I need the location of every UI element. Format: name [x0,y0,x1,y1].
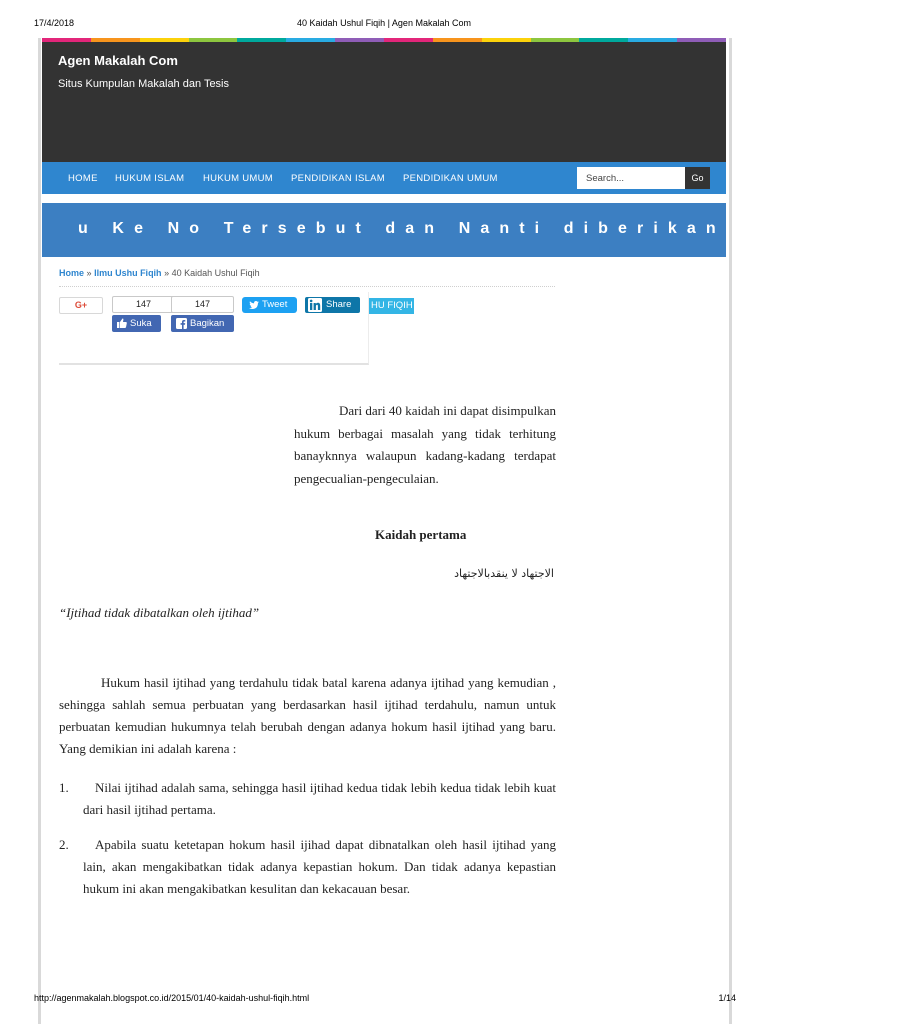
nav-item-hukum-umum[interactable]: HUKUM UMUM [203,173,274,184]
linkedin-share-button[interactable] [305,297,360,313]
breadcrumb-separator: » [164,268,170,278]
like-count: 147 [112,296,175,313]
facebook-share-button[interactable] [171,315,234,332]
thumbs-up-icon [117,318,127,328]
main-navigation [42,162,726,194]
breadcrumb-category[interactable]: Ilmu Ushu Fiqih [94,268,162,278]
print-date: 17/4/2018 [34,18,75,28]
nav-item-hukum-islam[interactable]: HUKUM ISLAM [115,173,185,184]
twitter-bird-icon [249,300,259,310]
site-header [42,42,726,162]
marquee-banner [42,203,915,257]
breadcrumb-home[interactable]: Home [59,268,85,278]
site-title[interactable]: Agen Makalah Com [58,53,178,68]
share-widget [59,292,369,365]
tweet-label: Tweet [262,299,288,310]
list-item-text: Apabila suatu ketetapan hokum hasil ijihad dapat dibnatalkan oleh hasil ijtihad yang lain, akan mengakibatkan tidak adanya kepastian hokum. Dan tidak adanya kepastian hukum ini akan mengakibatkan kesulitan dan kekacauan besar. [83,837,556,896]
marquee-text: u Ke No Tersebut dan Nanti diberikan Kodenya U [78,220,915,237]
list-item [59,834,556,900]
breadcrumb-separator: » [86,268,92,278]
list-item-text: Nilai ijtihad adalah sama, sehingga hasil ijtihad kedua tidak lebih kedua tidak lebih kuat dari hasil ijtihad pertama. [83,780,556,817]
google-plus-button[interactable]: G+ [59,297,103,314]
facebook-like-button[interactable] [112,315,161,332]
linkedin-label: Share [326,299,352,310]
search-input[interactable] [577,167,685,189]
breadcrumb [59,268,260,278]
facebook-icon [176,318,187,329]
tweet-button[interactable] [242,297,297,313]
arabic-text: الاجتهاد لا ينقدبالاجتهاد [454,567,554,580]
list-item [59,777,556,821]
intro-paragraph: Dari dari 40 kaidah ini dapat disimpulkan hukum berbagai masalah yang tidak terhitung banayknnya walaupun kadang-kadang terdapat pengecualian-pengeculaian. [294,403,556,486]
site-description: Situs Kumpulan Makalah dan Tesis [58,78,230,90]
nav-item-pendidikan-umum[interactable]: PENDIDIKAN UMUM [403,173,498,184]
search-go-button[interactable]: Go [685,167,710,189]
section-heading: Kaidah pertama [375,527,467,542]
like-label: Suka [130,318,152,329]
post-label-tag[interactable]: HU FIQIH [369,298,414,314]
print-title: 40 Kaidah Ushul Fiqih | Agen Makalah Com [297,18,471,28]
breadcrumb-current: 40 Kaidah Ushul Fiqih [171,268,260,278]
print-page-number: 1/14 [718,993,736,1003]
breadcrumb-divider [59,286,555,287]
nav-item-home[interactable]: HOME [68,173,98,184]
list-item-number: 2. [59,837,69,852]
nav-item-pendidikan-islam[interactable]: PENDIDIKAN ISLAM [291,173,386,184]
print-header [0,0,768,40]
linkedin-icon [308,298,322,312]
share-count: 147 [171,296,234,313]
list-item-number: 1. [59,780,69,795]
body-paragraph: Hukum hasil ijtihad yang terdahulu tidak batal karena adanya ijtihad yang kemudian , sehingga sahlah semua perbuatan yang berdasarkan hasil ijtihad terdahulu, namun untuk perbuatan kemudian hukumnya telah berubah dengan adanya hokum hasil ijtihad yang baru. Yang demikian ini adalah karena : [59,675,556,756]
share-label: Bagikan [190,318,225,329]
print-footer [0,992,768,1012]
quote-text: “Ijtihad tidak dibatalkan oleh ijtihad” [59,605,260,620]
print-url: http://agenmakalah.blogspot.co.id/2015/01/40-kaidah-ushul-fiqih.html [34,993,310,1003]
